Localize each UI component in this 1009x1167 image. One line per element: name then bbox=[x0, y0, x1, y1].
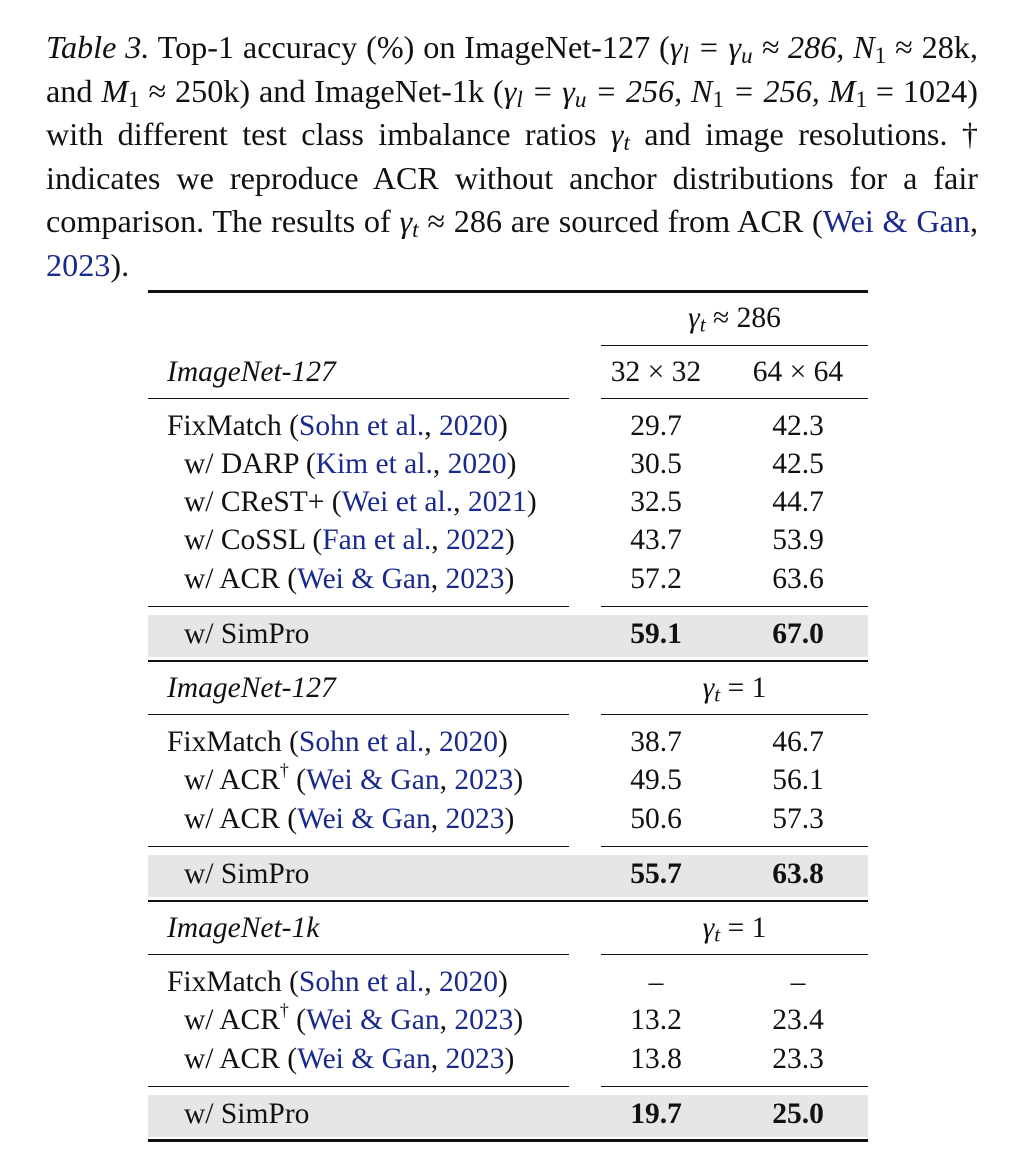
math: l bbox=[516, 86, 523, 113]
table-cell: 29.7 bbox=[630, 410, 682, 442]
table-row-method: FixMatch (Sohn et al., 2020) bbox=[167, 966, 508, 998]
table-cell: 46.7 bbox=[772, 726, 824, 758]
citation-year-link[interactable]: 2020 bbox=[439, 966, 499, 998]
caption-label: Table 3. bbox=[46, 29, 150, 65]
table-cell: 53.9 bbox=[772, 524, 824, 556]
caption-text: ≈ 28k, and bbox=[46, 29, 978, 109]
dagger-mark: † bbox=[279, 1000, 289, 1021]
section3-mid-left-rule bbox=[148, 1086, 569, 1087]
math: γ bbox=[399, 203, 413, 240]
citation-year-link[interactable]: 2020 bbox=[439, 726, 499, 758]
best-cell: 63.8 bbox=[772, 858, 824, 890]
best-row-method: w/ SimPro bbox=[184, 1098, 310, 1130]
section2-right-rule bbox=[601, 714, 868, 715]
table-cell: 32.5 bbox=[630, 486, 682, 518]
math: = 256, N bbox=[586, 72, 713, 109]
table-row-method: FixMatch (Sohn et al., 2020) bbox=[167, 410, 508, 442]
best-cell: 67.0 bbox=[772, 618, 824, 650]
best-row-method: w/ SimPro bbox=[184, 858, 310, 890]
citation-link[interactable]: Sohn et al. bbox=[298, 410, 425, 442]
math: γ bbox=[688, 302, 700, 334]
math: t bbox=[623, 130, 630, 157]
table-row-method: w/ CReST+ (Wei et al., 2021) bbox=[184, 486, 537, 518]
table-row-method: w/ ACR (Wei & Gan, 2023) bbox=[184, 803, 515, 835]
citation-year-link[interactable]: 2023 bbox=[454, 1004, 514, 1036]
table-cell: – bbox=[648, 966, 664, 998]
math: t bbox=[699, 312, 706, 337]
section2-mid-left-rule bbox=[148, 846, 569, 847]
column-header-32: 32 × 32 bbox=[610, 356, 702, 388]
math: = γ bbox=[522, 72, 575, 109]
math: u bbox=[741, 43, 753, 70]
table-row-method: w/ ACR† (Wei & Gan, 2023) bbox=[184, 1000, 524, 1036]
math: ≈ 286, N bbox=[752, 29, 875, 65]
section-divider-rule bbox=[148, 900, 868, 902]
math: = γ bbox=[688, 29, 742, 65]
table-row-method: w/ ACR† (Wei & Gan, 2023) bbox=[184, 760, 524, 796]
caption-text: ≈ 286 are sourced from ACR ( bbox=[418, 203, 823, 240]
citation-year-link[interactable]: 2020 bbox=[439, 410, 499, 442]
citation-year-link[interactable]: 2022 bbox=[445, 524, 505, 556]
section3-left-rule bbox=[148, 954, 569, 955]
table-caption bbox=[46, 26, 978, 288]
best-cell: 59.1 bbox=[630, 618, 682, 650]
section-title: ImageNet-127 bbox=[167, 356, 336, 388]
math: t bbox=[412, 217, 419, 244]
citation-link[interactable]: Wei & Gan bbox=[305, 1004, 440, 1036]
column-header-64: 64 × 64 bbox=[752, 356, 844, 388]
citation-link[interactable]: Wei et al. bbox=[341, 486, 454, 518]
table-cell: 44.7 bbox=[772, 486, 824, 518]
citation-link[interactable]: Kim et al. bbox=[315, 448, 433, 480]
math: ≈ 286 bbox=[705, 302, 781, 334]
section2-mid-right-rule bbox=[601, 846, 868, 847]
math: 1 bbox=[874, 43, 887, 70]
section-title: ImageNet-1k bbox=[167, 912, 320, 944]
section-title: ImageNet-127 bbox=[167, 672, 336, 704]
table-cell: 13.2 bbox=[630, 1004, 682, 1036]
caption-text: , bbox=[969, 203, 978, 240]
section-gamma: $\gamma_t = 1$ bbox=[702, 912, 767, 947]
table-cell: 56.1 bbox=[772, 764, 824, 796]
table-cell: – bbox=[790, 966, 806, 998]
citation-year-link[interactable]: 2023 bbox=[445, 1043, 505, 1075]
best-row-method: w/ SimPro bbox=[184, 618, 310, 650]
math: u bbox=[574, 86, 587, 113]
section1-left-rule bbox=[148, 398, 569, 399]
table-cell: 30.5 bbox=[630, 448, 682, 480]
table-cell: 13.8 bbox=[630, 1043, 682, 1075]
citation-link[interactable]: Wei & Gan bbox=[297, 563, 431, 595]
table-cell: 49.5 bbox=[630, 764, 682, 796]
math: γ bbox=[610, 116, 624, 153]
header-gamma bbox=[601, 299, 868, 337]
table-cell: 43.7 bbox=[630, 524, 682, 556]
table-bottom-rule bbox=[148, 1139, 868, 1142]
caption-text: = 1024) with different test class imbalance ratios bbox=[46, 72, 978, 153]
section3-right-rule bbox=[601, 954, 868, 955]
best-cell: 55.7 bbox=[630, 858, 682, 890]
section1-mid-left-rule bbox=[148, 606, 569, 607]
math: γ bbox=[503, 72, 517, 109]
math: 1 bbox=[712, 86, 725, 113]
table-row-method: FixMatch (Sohn et al., 2020) bbox=[167, 726, 508, 758]
dagger-mark: † bbox=[279, 760, 289, 781]
math: 1 bbox=[855, 86, 868, 113]
table-cell: 57.3 bbox=[772, 803, 824, 835]
citation-year-link[interactable]: 2023 bbox=[454, 764, 514, 796]
citation-link[interactable]: Wei & Gan bbox=[822, 203, 970, 240]
math: = 256, M bbox=[724, 72, 856, 109]
citation-link[interactable]: Sohn et al. bbox=[298, 726, 425, 758]
math: 1 bbox=[128, 86, 140, 113]
citation-link[interactable]: Sohn et al. bbox=[298, 966, 425, 998]
caption-text: Top-1 accuracy (%) on ImageNet-127 ( bbox=[149, 29, 670, 65]
section3-mid-right-rule bbox=[601, 1086, 868, 1087]
table-row-method: w/ DARP (Kim et al., 2020) bbox=[184, 448, 517, 480]
section-divider-rule bbox=[148, 660, 868, 662]
caption-text: and image resolutions. † indicates we reproduce ACR without anchor distributions for a fair comparison. The results of bbox=[46, 116, 978, 240]
math: M bbox=[101, 72, 129, 109]
section1-mid-right-rule bbox=[601, 606, 868, 607]
best-cell: 19.7 bbox=[630, 1098, 682, 1130]
best-cell: 25.0 bbox=[772, 1098, 824, 1130]
table-cell: 63.6 bbox=[772, 563, 824, 595]
table-top-rule bbox=[148, 290, 868, 293]
table-cell: 23.3 bbox=[772, 1043, 824, 1075]
citation-year-link[interactable]: 2023 bbox=[445, 563, 505, 595]
table-row-method: w/ ACR (Wei & Gan, 2023) bbox=[184, 563, 515, 595]
table-cell: 38.7 bbox=[630, 726, 682, 758]
table-cell: 57.2 bbox=[630, 563, 682, 595]
table-cell: 23.4 bbox=[772, 1004, 824, 1036]
header-gamma-rule bbox=[601, 345, 868, 346]
citation-year-link[interactable]: 2020 bbox=[447, 448, 507, 480]
math: γ bbox=[669, 29, 683, 65]
table-cell: 42.3 bbox=[772, 410, 824, 442]
table-row-method: w/ CoSSL (Fan et al., 2022) bbox=[184, 524, 515, 556]
section1-right-rule bbox=[601, 398, 868, 399]
section2-left-rule bbox=[148, 714, 569, 715]
caption-text: ). bbox=[110, 246, 130, 283]
citation-link[interactable]: Wei & Gan bbox=[297, 1043, 431, 1075]
section-gamma: $\gamma_t = 1$ bbox=[702, 672, 767, 707]
math: l bbox=[682, 43, 689, 70]
citation-year-link[interactable]: 2023 bbox=[445, 803, 505, 835]
citation-link[interactable]: Wei & Gan bbox=[297, 803, 431, 835]
citation-year-link[interactable]: 2023 bbox=[46, 246, 111, 283]
citation-link[interactable]: Wei & Gan bbox=[305, 764, 440, 796]
citation-link[interactable]: Fan et al. bbox=[322, 524, 432, 556]
table-cell: 50.6 bbox=[630, 803, 682, 835]
table-cell: 42.5 bbox=[772, 448, 824, 480]
citation-year-link[interactable]: 2021 bbox=[467, 486, 527, 518]
caption-text: ≈ 250k) and ImageNet-1k ( bbox=[139, 72, 504, 109]
table-row-method: w/ ACR (Wei & Gan, 2023) bbox=[184, 1043, 515, 1075]
